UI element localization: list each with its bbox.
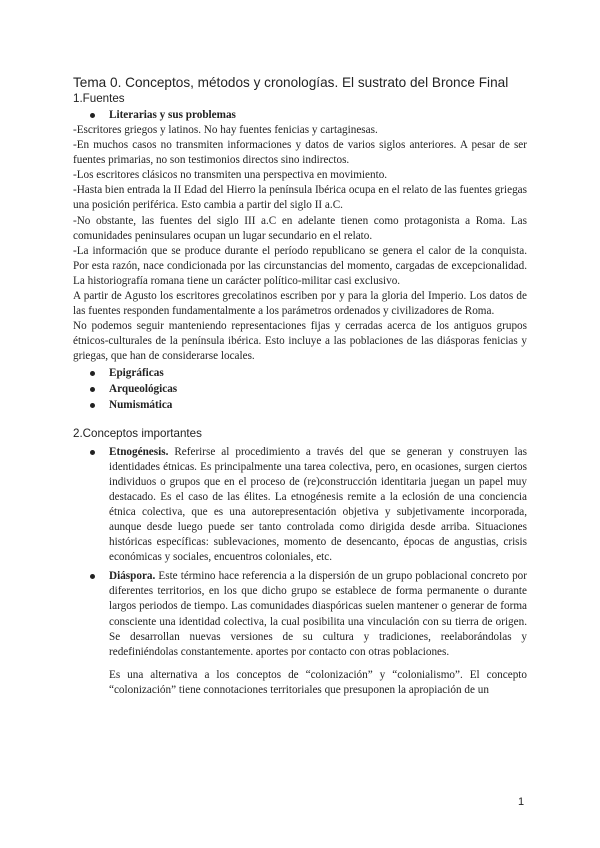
bullet-arqueologicas: Arqueológicas bbox=[73, 381, 527, 397]
bullet-epigraficas: Epigráficas bbox=[73, 365, 527, 381]
concept-diaspora bbox=[73, 569, 527, 660]
concept-term: Etnogénesis. bbox=[109, 445, 169, 458]
paragraph: -Hasta bien entrada la II Edad del Hierro la península Ibérica ocupa en el relato de las fuentes griegas una posición periférica. Esto cambia a partir del siglo II a.C. bbox=[73, 184, 527, 212]
bullet-numismatica: Numismática bbox=[73, 397, 527, 413]
concept-etnogenesis bbox=[73, 445, 527, 566]
concept-text: Referirse al procedimiento a través del que se generan y construyen las identidades étnicas. Es principalmente una tarea colectiva, pero, en ocasiones, surgen ciertos individuos o grupos que en el proceso de (re)construcción identitaria juegan un papel muy destacado. Es el caso de las élites. La etnogénesis remite a la eclosión de una conciencia étnica colectiva, que es una autorepresentación objetiva y subjetivamente incorporada, aunque desde luego puede ser tanto controlada como dirigida desde arriba. Situaciones históricas específicas: sublevaciones, momento de desencanto, épocas de angustias, crisis económicas y sociales, encuentros coloniales, etc. bbox=[109, 445, 527, 564]
concept-term: Diáspora. bbox=[109, 570, 156, 583]
bullet-list-sources bbox=[73, 365, 527, 413]
paragraph: -No obstante, las fuentes del siglo III a.C en adelante tienen como protagonista a Roma. Las comunidades peninsulares ocupan un lugar secundario en el relato. bbox=[73, 214, 527, 242]
page-title: Tema 0. Conceptos, métodos y cronologías. El sustrato del Bronce Final bbox=[73, 75, 509, 90]
concept-text: Este término hace referencia a la dispersión de un grupo poblacional concreto por diferentes territorios, en los que dicho grupo se establece de forma permanente o durante largos periodos de tiempo. Las comunidades diaspóricas suelen mantener o generar de forma consciente una identidad colectiva, la cual posibilita una vinculación con su tierra de origen. Se desarrollan nuevas versiones de su cultura y tradiciones, reelaborándolas y redefiniéndolas constantemente. aportes por contacto con otras poblaciones. bbox=[109, 570, 527, 658]
paragraph: -Escritores griegos y latinos. No hay fuentes fenicias y cartaginesas. bbox=[73, 124, 378, 136]
paragraph: -La información que se produce durante el período republicano se genera el calor de la conquista. Por esta razón, nace condicionada por las circunstancias del momento, cargadas de excepcionalidad. La historiografía romana tiene un carácter político-militar casi exclusivo. bbox=[73, 244, 527, 287]
paragraph: -En muchos casos no transmiten informaciones y datos de varios siglos anteriores. A pesar de ser fuentes primarias, no son testimonios directos sino indirectos. bbox=[73, 139, 527, 167]
paragraph: -Los escritores clásicos no transmiten una perspectiva en movimiento. bbox=[73, 169, 388, 182]
bullet-list-literarias bbox=[73, 107, 527, 123]
bullet-literarias: Literarias y sus problemas bbox=[73, 107, 527, 123]
paragraph: A partir de Agusto los escritores grecolatinos escriben por y para la gloria del Imperio. Los datos de las fuentes responden fundamentalmente a los parámetros ordenados y civilizadores de Roma. bbox=[73, 290, 527, 318]
bullet-dot-icon bbox=[90, 574, 95, 579]
bullet-dot-icon bbox=[90, 450, 95, 455]
section-heading-fuentes: 1.Fuentes bbox=[73, 92, 125, 105]
paragraph: No podemos seguir manteniendo representaciones fijas y cerradas acerca de los antiguos grupos étnicos-culturales de la península ibérica. Esto incluye a las poblaciones de las diásporas fenicias y griegas, que han de considerarse locales. bbox=[73, 320, 527, 363]
page-number: 1 bbox=[518, 796, 525, 808]
concept-continuation: Es una alternativa a los conceptos de “colonización” y “colonialismo”. El concepto “colonización” tiene connotaciones territoriales que presuponen la apropiación de un bbox=[109, 668, 527, 696]
section-heading-conceptos: 2.Conceptos importantes bbox=[73, 426, 202, 440]
document-page bbox=[73, 74, 527, 698]
